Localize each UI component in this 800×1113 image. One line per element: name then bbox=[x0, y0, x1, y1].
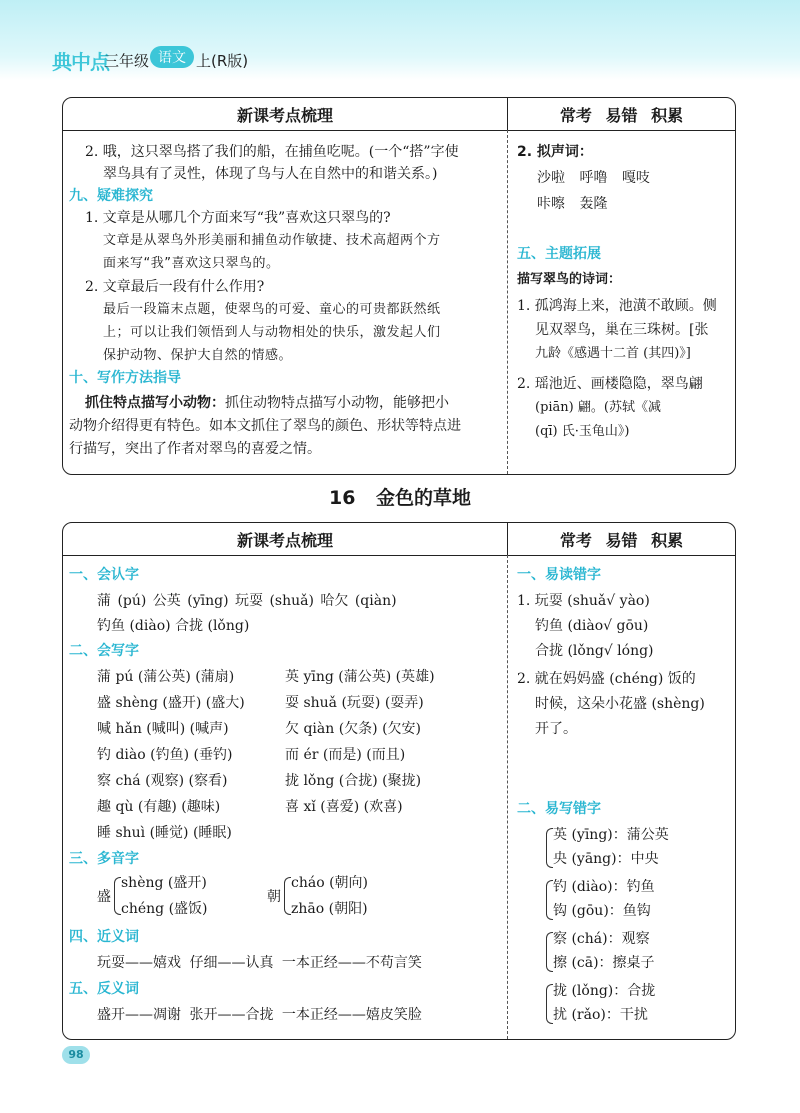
text-line: 动物介绍得更有特色。如本文抓住了翠鸟的颜色、形状等特点进 bbox=[69, 418, 461, 434]
method-keyword: 抓住特点描写小动物： bbox=[85, 395, 225, 411]
write-char: 拢 lǒng (合拢) (聚拢) bbox=[285, 773, 422, 789]
char-line: 蒲 (pú) 公英 (yīng) 玩耍 (shuǎ) 哈欠 (qiàn) bbox=[97, 593, 397, 609]
section-title: 一、易读错字 bbox=[517, 567, 601, 583]
pronunciation-item: 2. 就在妈妈盛 (chéng) 饭的 bbox=[517, 671, 696, 687]
synonym-line: 玩耍——嬉戏 仔细——认真 一本正经——不苟言笑 bbox=[97, 955, 422, 971]
polyphone-char: 盛 bbox=[97, 889, 111, 905]
panel2-left-header: 新课考点梳理 bbox=[63, 523, 508, 556]
write-char: 而 ér (而是) (而且) bbox=[285, 747, 406, 763]
text-line: 翠鸟具有了灵性，体现了鸟与人在自然中的和谐关系。) bbox=[103, 166, 438, 182]
confusable-char: 拢 (lǒng)：合拢 bbox=[553, 983, 656, 999]
brace-icon bbox=[114, 877, 121, 915]
word-list: 咔嚓 轰隆 bbox=[537, 196, 608, 212]
write-char: 察 chá (观察) (察看) bbox=[97, 773, 228, 789]
answer-line: 保护动物、保护大自然的情感。 bbox=[103, 348, 293, 363]
section-title: 二、易写错字 bbox=[517, 801, 601, 817]
panel1-left-header: 新课考点梳理 bbox=[63, 98, 508, 131]
section-title: 十、写作方法指导 bbox=[69, 370, 181, 386]
panel1-right-header: 常考 易错 积累 bbox=[508, 98, 735, 131]
char-line: 钓鱼 (diào) 合拢 (lǒng) bbox=[97, 618, 250, 634]
answer-line: 最后一段篇末点题，使翠鸟的可爱、童心的可贵都跃然纸 bbox=[103, 302, 441, 317]
write-char: 英 yīng (蒲公英) (英雄) bbox=[285, 669, 435, 685]
polyphone-char: 朝 bbox=[267, 889, 281, 905]
write-char: 欠 qiàn (欠条) (欠安) bbox=[285, 721, 422, 737]
column-divider bbox=[507, 130, 508, 474]
panel2-right-header: 常考 易错 积累 bbox=[508, 523, 735, 556]
version-label: 上(R版) bbox=[196, 52, 249, 70]
section-title: 一、会认字 bbox=[69, 567, 139, 583]
write-char: 喜 xǐ (喜爱) (欢喜) bbox=[285, 799, 403, 815]
lesson-title: 16 金色的草地 bbox=[328, 487, 472, 509]
section-title: 五、主题拓展 bbox=[517, 246, 601, 262]
confusable-char: 央 (yāng)：中央 bbox=[553, 851, 659, 867]
pronunciation-item: 钓鱼 (diào√ gōu) bbox=[535, 618, 649, 634]
brace-icon bbox=[546, 984, 553, 1024]
poem-line: 2. 瑶池近、画楼隐隐，翠鸟翩 bbox=[517, 376, 703, 392]
section-title: 二、会写字 bbox=[69, 643, 139, 659]
section-title: 四、近义词 bbox=[69, 929, 139, 945]
confusable-char: 英 (yīng)：蒲公英 bbox=[553, 827, 669, 843]
write-char: 睡 shuì (睡觉) (睡眠) bbox=[97, 825, 232, 841]
pronunciation-item: 时候，这朵小花盛 (shèng) bbox=[535, 696, 705, 712]
brace-icon bbox=[284, 877, 291, 915]
write-char: 盛 shèng (盛开) (盛大) bbox=[97, 695, 245, 711]
write-char: 趣 qù (有趣) (趣味) bbox=[97, 799, 221, 815]
word-list: 沙啦 呼噜 嘎吱 bbox=[537, 170, 650, 186]
question: 2. 文章最后一段有什么作用? bbox=[85, 279, 265, 295]
poem-line: (piān) 翩。(苏轼《减 bbox=[535, 400, 661, 415]
text-line bbox=[85, 393, 449, 413]
confusable-char: 钓 (diào)：钓鱼 bbox=[553, 879, 655, 895]
brace-icon bbox=[546, 932, 553, 972]
answer-line: 面来写“我”喜欢这只翠鸟的。 bbox=[103, 256, 280, 271]
lesson16-summary-panel bbox=[62, 522, 736, 1040]
polyphone-reading: zhāo (朝阳) bbox=[291, 901, 368, 917]
pronunciation-item: 合拢 (lǒng√ lóng) bbox=[535, 643, 654, 659]
right-subtitle: 描写翠鸟的诗词： bbox=[517, 272, 622, 287]
pronunciation-item: 1. 玩耍 (shuǎ√ yào) bbox=[517, 593, 650, 609]
poem-line: 见双翠鸟，巢在三珠树。[张 bbox=[535, 322, 709, 338]
brace-icon bbox=[546, 880, 553, 920]
right-subtitle: 2. 拟声词： bbox=[517, 144, 593, 160]
poem-line: 九龄《感遇十二首 (其四)》] bbox=[535, 346, 691, 361]
section-title: 五、反义词 bbox=[69, 981, 139, 997]
pronunciation-item: 开了。 bbox=[535, 721, 577, 737]
brace-icon bbox=[546, 828, 553, 868]
write-char: 钓 diào (钓鱼) (垂钓) bbox=[97, 747, 233, 763]
polyphone-reading: chéng (盛饭) bbox=[121, 901, 208, 917]
subject-badge: 语文 bbox=[150, 46, 194, 68]
polyphone-reading: shèng (盛开) bbox=[121, 875, 207, 891]
page-number: 98 bbox=[62, 1046, 90, 1064]
confusable-char: 察 (chá)：观察 bbox=[553, 931, 650, 947]
method-text: 抓住动物特点描写小动物，能够把小 bbox=[225, 395, 449, 411]
confusable-char: 钩 (gōu)：鱼钩 bbox=[553, 903, 651, 919]
column-divider bbox=[507, 555, 508, 1039]
brand-logo: 典中点 bbox=[52, 50, 109, 74]
write-char: 喊 hǎn (喊叫) (喊声) bbox=[97, 721, 229, 737]
confusable-char: 扰 (rǎo)：干扰 bbox=[553, 1007, 648, 1023]
answer-line: 上；可以让我们领悟到人与动物相处的快乐，激发起人们 bbox=[103, 325, 441, 340]
question: 1. 文章是从哪几个方面来写“我”喜欢这只翠鸟的? bbox=[85, 210, 391, 226]
confusable-char: 擦 (cā)：擦桌子 bbox=[553, 955, 655, 971]
section-title: 三、多音字 bbox=[69, 851, 139, 867]
write-char: 耍 shuǎ (玩耍) (耍弄) bbox=[285, 695, 424, 711]
grade-label: 三年级 bbox=[104, 52, 150, 70]
antonym-line: 盛开——凋谢 张开——合拢 一本正经——嬉皮笑脸 bbox=[97, 1007, 422, 1023]
write-char: 蒲 pú (蒲公英) (蒲扇) bbox=[97, 669, 235, 685]
answer-line: 文章是从翠鸟外形美丽和捕鱼动作敏捷、技术高超两个方 bbox=[103, 233, 441, 248]
lesson15-summary-panel bbox=[62, 97, 736, 475]
text-line: 行描写，突出了作者对翠鸟的喜爱之情。 bbox=[69, 441, 321, 457]
section-title: 九、疑难探究 bbox=[69, 188, 153, 204]
polyphone-reading: cháo (朝向) bbox=[291, 875, 369, 891]
text-line: 2. 哦，这只翠鸟搭了我们的船，在捕鱼吃呢。(一个“搭”字使 bbox=[85, 144, 459, 160]
poem-line: 1. 孤鸿海上来，池潢不敢顾。侧 bbox=[517, 298, 717, 314]
poem-line: (qī) 氏·玉龟山》) bbox=[535, 424, 630, 439]
